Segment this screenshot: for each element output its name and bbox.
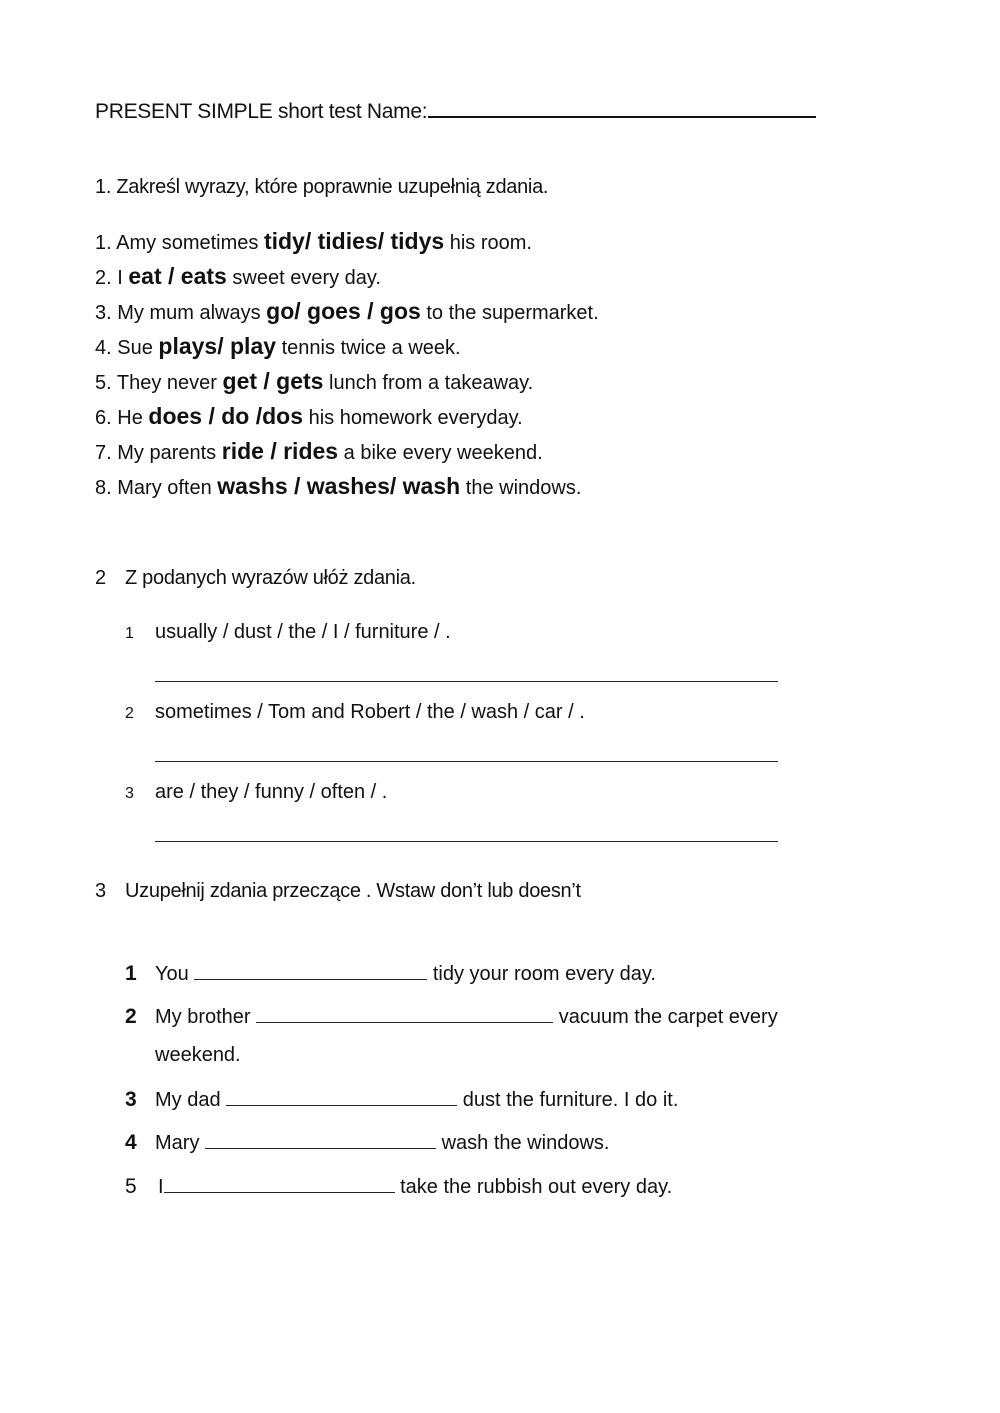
list-item — [125, 1087, 678, 1112]
item-text: My brother — [155, 1006, 251, 1028]
list-item — [95, 469, 581, 506]
item-text: are / they / funny / often / . — [155, 781, 388, 803]
item-text: a bike every weekend. — [343, 442, 543, 464]
list-item — [95, 259, 381, 296]
item-text: Sue — [117, 337, 153, 359]
item-number: 1. — [95, 232, 112, 254]
test-title: PRESENT SIMPLE short test — [95, 100, 362, 123]
list-item — [95, 434, 543, 471]
section1-title: 1. Zakreśl wyrazy, które poprawnie uzupełnią zdania. — [95, 176, 549, 198]
item-number: 3 — [125, 785, 134, 802]
item-number: 2 — [125, 705, 134, 722]
item-text: his room. — [449, 232, 532, 254]
section-title-text: Z podanych wyrazów ułóż zdania. — [125, 567, 416, 589]
answer-line[interactable] — [155, 681, 778, 682]
item-number: 5. — [95, 372, 112, 394]
section-number: 2 — [95, 567, 106, 589]
item-text: his homework everyday. — [308, 407, 523, 429]
item-number: 3 — [125, 1088, 137, 1111]
item-text: take the rubbish out every day. — [400, 1176, 673, 1198]
blank-field[interactable] — [226, 1087, 457, 1106]
item-options[interactable]: eat / eats — [128, 263, 227, 289]
item-text: You — [155, 963, 189, 985]
list-item — [95, 294, 599, 331]
item-text: dust the furniture. I do it. — [462, 1089, 679, 1111]
list-item — [125, 1004, 778, 1029]
item-options[interactable]: does / do /dos — [148, 403, 304, 429]
page-header — [95, 96, 816, 124]
item-text: sometimes / Tom and Robert / the / wash / car / . — [155, 701, 585, 723]
section-title-text: Uzupełnij zdania przeczące . Wstaw don’t lub doesn’t — [125, 880, 581, 902]
list-item — [95, 224, 532, 261]
answer-line[interactable] — [155, 841, 778, 842]
item-number: 5 — [125, 1175, 137, 1198]
list-item — [95, 329, 461, 366]
item-number: 4. — [95, 337, 112, 359]
item-text: Mary often — [117, 477, 212, 499]
item-number: 8. — [95, 477, 112, 499]
item-number: 3. — [95, 302, 112, 324]
item-options[interactable]: tidy/ tidies/ tidys — [263, 228, 445, 254]
item-number: 4 — [125, 1131, 137, 1154]
item-options[interactable]: ride / rides — [221, 438, 339, 464]
list-item — [95, 364, 533, 401]
item-text: to the supermarket. — [426, 302, 599, 324]
item-number: 1 — [125, 962, 137, 985]
item-text: Amy sometimes — [116, 232, 259, 254]
item-text: He — [117, 407, 143, 429]
blank-field[interactable] — [205, 1130, 436, 1149]
item-text: sweet every day. — [232, 267, 381, 289]
item-text: I — [158, 1176, 164, 1198]
list-item — [125, 1174, 672, 1199]
item-text: vacuum the carpet every — [558, 1006, 778, 1028]
name-field-line[interactable] — [428, 96, 816, 118]
item-number: 6. — [95, 407, 112, 429]
blank-field[interactable] — [164, 1174, 395, 1193]
list-item — [125, 961, 656, 986]
item-text: I — [117, 267, 123, 289]
item-text: the windows. — [465, 477, 582, 499]
item-text: They never — [116, 372, 217, 394]
item-text: tennis twice a week. — [281, 337, 461, 359]
item-text: usually / dust / the / I / furniture / . — [155, 621, 451, 643]
item-text: Mary — [155, 1132, 200, 1154]
blank-field[interactable] — [194, 961, 427, 980]
list-item — [125, 1130, 609, 1155]
list-item — [95, 399, 523, 436]
item-text: tidy your room every day. — [432, 963, 656, 985]
section-number: 3 — [95, 880, 106, 902]
item-number: 1 — [125, 625, 134, 642]
answer-line[interactable] — [155, 761, 778, 762]
name-label: Name: — [366, 100, 428, 123]
item-text: wash the windows. — [441, 1132, 610, 1154]
item-text: My mum always — [117, 302, 261, 324]
item-number: 7. — [95, 442, 112, 464]
item-text: My parents — [117, 442, 217, 464]
section3-title — [95, 880, 581, 903]
item-text: My dad — [155, 1089, 221, 1111]
item-number: 2. — [95, 267, 112, 289]
item-continuation: weekend. — [155, 1044, 241, 1066]
section2-title — [95, 567, 416, 590]
blank-field[interactable] — [256, 1004, 553, 1023]
item-number: 2 — [125, 1005, 137, 1028]
list-item — [125, 781, 387, 804]
item-text: lunch from a takeaway. — [329, 372, 534, 394]
item-options[interactable]: washs / washes/ wash — [217, 473, 461, 499]
list-item — [125, 621, 451, 644]
item-options[interactable]: get / gets — [222, 368, 324, 394]
item-options[interactable]: go/ goes / gos — [266, 298, 421, 324]
list-item — [125, 701, 585, 724]
item-options[interactable]: plays/ play — [158, 333, 277, 359]
